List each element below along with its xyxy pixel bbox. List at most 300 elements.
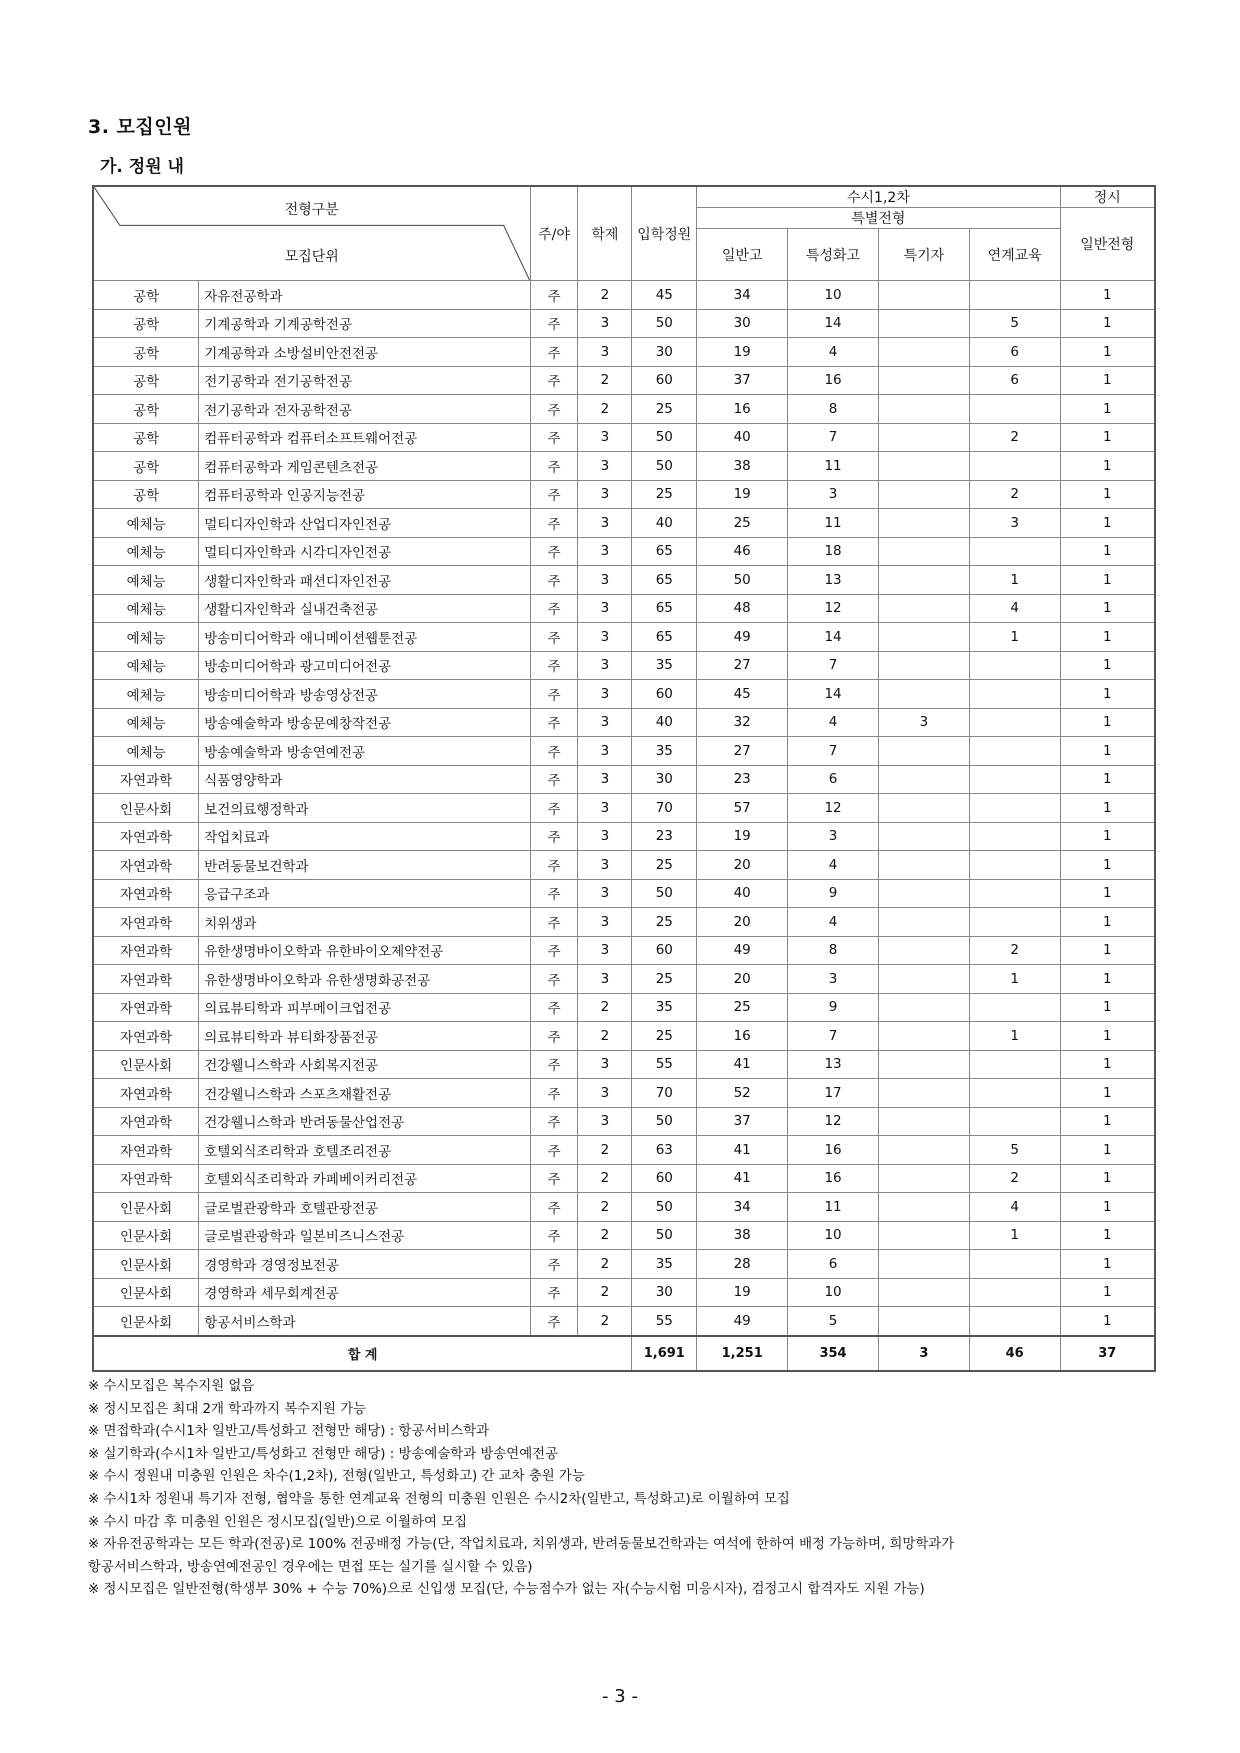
table-row xyxy=(93,623,1155,652)
cell-day-night: 주 xyxy=(530,366,578,395)
table-row xyxy=(93,737,1155,766)
cell-special-hs: 6 xyxy=(788,765,879,794)
note-line: ※ 정시모집은 최대 2개 학과까지 복수지원 가능 xyxy=(88,1401,367,1417)
cell-talent xyxy=(878,1079,969,1108)
cell-linked xyxy=(969,537,1060,566)
cell-general: 1 xyxy=(1060,1250,1155,1279)
note-line: 항공서비스학과, 방송연예전공인 경우에는 면접 또는 실기를 실시할 수 있음) xyxy=(88,1559,533,1575)
cell-field: 예체능 xyxy=(93,537,199,566)
table-row xyxy=(93,309,1155,338)
cell-special-hs: 14 xyxy=(788,680,879,709)
cell-general: 1 xyxy=(1060,366,1155,395)
cell-day-night: 주 xyxy=(530,509,578,538)
cell-day-night: 주 xyxy=(530,623,578,652)
table-row xyxy=(93,1278,1155,1307)
cell-years: 2 xyxy=(578,395,632,424)
cell-general: 1 xyxy=(1060,1193,1155,1222)
cell-quota: 65 xyxy=(632,594,697,623)
cell-department: 글로벌관광학과 호텔관광전공 xyxy=(199,1193,530,1222)
cell-years: 3 xyxy=(578,908,632,937)
cell-department: 건강웰니스학과 사회복지전공 xyxy=(199,1050,530,1079)
cell-linked xyxy=(969,822,1060,851)
cell-day-night: 주 xyxy=(530,1050,578,1079)
cell-general-hs: 34 xyxy=(697,1193,788,1222)
cell-linked xyxy=(969,651,1060,680)
cell-department: 작업치료과 xyxy=(199,822,530,851)
cell-years: 3 xyxy=(578,708,632,737)
header-jeongsi: 정시 xyxy=(1060,186,1155,208)
cell-department: 자유전공학과 xyxy=(199,281,530,310)
cell-linked xyxy=(969,1079,1060,1108)
cell-years: 2 xyxy=(578,281,632,310)
cell-quota: 23 xyxy=(632,822,697,851)
cell-field: 자연과학 xyxy=(93,851,199,880)
cell-special-hs: 16 xyxy=(788,366,879,395)
cell-day-night: 주 xyxy=(530,879,578,908)
cell-field: 자연과학 xyxy=(93,936,199,965)
cell-general: 1 xyxy=(1060,480,1155,509)
cell-general-hs: 27 xyxy=(697,651,788,680)
cell-talent xyxy=(878,1250,969,1279)
cell-talent xyxy=(878,993,969,1022)
cell-quota: 60 xyxy=(632,936,697,965)
cell-quota: 35 xyxy=(632,993,697,1022)
cell-department: 생활디자인학과 패션디자인전공 xyxy=(199,566,530,595)
cell-quota: 25 xyxy=(632,480,697,509)
cell-field: 인문사회 xyxy=(93,1307,199,1336)
cell-years: 3 xyxy=(578,737,632,766)
cell-quota: 25 xyxy=(632,1022,697,1051)
cell-general-hs: 30 xyxy=(697,309,788,338)
cell-field: 인문사회 xyxy=(93,1193,199,1222)
notes xyxy=(88,1376,954,1602)
cell-field: 인문사회 xyxy=(93,1221,199,1250)
table-row xyxy=(93,594,1155,623)
cell-years: 3 xyxy=(578,480,632,509)
cell-general-hs: 20 xyxy=(697,908,788,937)
cell-field: 자연과학 xyxy=(93,765,199,794)
cell-years: 3 xyxy=(578,765,632,794)
cell-department: 식품영양학과 xyxy=(199,765,530,794)
cell-day-night: 주 xyxy=(530,566,578,595)
cell-quota: 40 xyxy=(632,509,697,538)
cell-years: 2 xyxy=(578,1193,632,1222)
cell-talent xyxy=(878,509,969,538)
cell-general-hs: 41 xyxy=(697,1050,788,1079)
cell-talent xyxy=(878,1136,969,1165)
table-row xyxy=(93,566,1155,595)
cell-linked xyxy=(969,680,1060,709)
cell-general: 1 xyxy=(1060,1278,1155,1307)
cell-special-hs: 13 xyxy=(788,1050,879,1079)
cell-general-hs: 20 xyxy=(697,965,788,994)
cell-quota: 50 xyxy=(632,1107,697,1136)
cell-special-hs: 12 xyxy=(788,794,879,823)
cell-general-hs: 27 xyxy=(697,737,788,766)
table-row xyxy=(93,680,1155,709)
cell-talent xyxy=(878,566,969,595)
cell-department: 응급구조과 xyxy=(199,879,530,908)
cell-general-hs: 49 xyxy=(697,936,788,965)
cell-day-night: 주 xyxy=(530,423,578,452)
cell-general-hs: 19 xyxy=(697,338,788,367)
cell-general: 1 xyxy=(1060,1107,1155,1136)
cell-years: 2 xyxy=(578,1221,632,1250)
cell-field: 인문사회 xyxy=(93,1278,199,1307)
cell-special-hs: 11 xyxy=(788,509,879,538)
total-special-hs: 354 xyxy=(788,1336,879,1371)
cell-quota: 30 xyxy=(632,765,697,794)
cell-years: 2 xyxy=(578,1278,632,1307)
cell-field: 인문사회 xyxy=(93,1250,199,1279)
cell-department: 치위생과 xyxy=(199,908,530,937)
cell-general-hs: 52 xyxy=(697,1079,788,1108)
cell-linked xyxy=(969,1250,1060,1279)
cell-linked: 1 xyxy=(969,623,1060,652)
cell-linked xyxy=(969,908,1060,937)
cell-general: 1 xyxy=(1060,594,1155,623)
table-row xyxy=(93,1079,1155,1108)
cell-day-night: 주 xyxy=(530,822,578,851)
cell-linked: 1 xyxy=(969,1022,1060,1051)
cell-special-hs: 16 xyxy=(788,1164,879,1193)
cell-department: 경영학과 세무회계전공 xyxy=(199,1278,530,1307)
cell-talent xyxy=(878,1050,969,1079)
cell-quota: 25 xyxy=(632,851,697,880)
cell-general: 1 xyxy=(1060,1079,1155,1108)
table-row xyxy=(93,708,1155,737)
cell-talent xyxy=(878,822,969,851)
cell-years: 3 xyxy=(578,452,632,481)
cell-department: 유한생명바이오학과 유한바이오제약전공 xyxy=(199,936,530,965)
table-row xyxy=(93,452,1155,481)
cell-day-night: 주 xyxy=(530,1221,578,1250)
cell-department: 방송예술학과 방송문예창작전공 xyxy=(199,708,530,737)
note-line: ※ 자유전공학과는 모든 학과(전공)로 100% 전공배정 가능(단, 작업치료과, 치위생과, 반려동물보건학과는 여석에 한하여 배정 가능하며, 희망학과가 xyxy=(88,1537,955,1553)
cell-special-hs: 3 xyxy=(788,822,879,851)
cell-years: 3 xyxy=(578,309,632,338)
cell-general: 1 xyxy=(1060,680,1155,709)
cell-special-hs: 10 xyxy=(788,281,879,310)
cell-linked: 6 xyxy=(969,338,1060,367)
cell-day-night: 주 xyxy=(530,794,578,823)
cell-general: 1 xyxy=(1060,765,1155,794)
cell-years: 3 xyxy=(578,794,632,823)
cell-field: 예체능 xyxy=(93,708,199,737)
cell-quota: 50 xyxy=(632,1221,697,1250)
cell-general-hs: 32 xyxy=(697,708,788,737)
cell-department: 반려동물보건학과 xyxy=(199,851,530,880)
cell-general: 1 xyxy=(1060,651,1155,680)
note-line: ※ 수시1차 정원내 특기자 전형, 협약을 통한 연계교육 전형의 미충원 인원은 수시2차(일반고, 특성화고)로 이월하여 모집 xyxy=(88,1491,790,1507)
cell-talent xyxy=(878,737,969,766)
cell-talent xyxy=(878,936,969,965)
cell-linked xyxy=(969,1278,1060,1307)
cell-years: 3 xyxy=(578,1079,632,1108)
cell-field: 자연과학 xyxy=(93,1136,199,1165)
cell-field: 공학 xyxy=(93,366,199,395)
cell-day-night: 주 xyxy=(530,1079,578,1108)
page-number: - 3 - xyxy=(602,1686,638,1707)
table-body xyxy=(93,281,1155,1336)
cell-general: 1 xyxy=(1060,1307,1155,1336)
cell-special-hs: 7 xyxy=(788,423,879,452)
cell-department: 컴퓨터공학과 인공지능전공 xyxy=(199,480,530,509)
cell-field: 공학 xyxy=(93,480,199,509)
note-line: ※ 면접학과(수시1차 일반고/특성화고 전형만 해당) : 항공서비스학과 xyxy=(88,1424,490,1440)
cell-talent xyxy=(878,480,969,509)
table-row xyxy=(93,765,1155,794)
total-linked: 46 xyxy=(969,1336,1060,1371)
cell-general-hs: 25 xyxy=(697,509,788,538)
cell-general-hs: 19 xyxy=(697,822,788,851)
cell-day-night: 주 xyxy=(530,993,578,1022)
cell-years: 3 xyxy=(578,537,632,566)
cell-special-hs: 5 xyxy=(788,1307,879,1336)
cell-talent xyxy=(878,281,969,310)
cell-department: 건강웰니스학과 반려동물산업전공 xyxy=(199,1107,530,1136)
cell-quota: 25 xyxy=(632,908,697,937)
cell-talent xyxy=(878,537,969,566)
cell-special-hs: 16 xyxy=(788,1136,879,1165)
cell-special-hs: 7 xyxy=(788,651,879,680)
cell-day-night: 주 xyxy=(530,1164,578,1193)
table-row xyxy=(93,1107,1155,1136)
cell-general-hs: 38 xyxy=(697,452,788,481)
cell-field: 자연과학 xyxy=(93,879,199,908)
table-row xyxy=(93,1164,1155,1193)
cell-field: 예체능 xyxy=(93,680,199,709)
cell-talent xyxy=(878,1278,969,1307)
cell-quota: 35 xyxy=(632,1250,697,1279)
cell-special-hs: 7 xyxy=(788,1022,879,1051)
cell-department: 전기공학과 전기공학전공 xyxy=(199,366,530,395)
total-general: 37 xyxy=(1060,1336,1155,1371)
cell-day-night: 주 xyxy=(530,309,578,338)
cell-day-night: 주 xyxy=(530,965,578,994)
cell-talent xyxy=(878,908,969,937)
cell-day-night: 주 xyxy=(530,936,578,965)
cell-general: 1 xyxy=(1060,879,1155,908)
cell-general: 1 xyxy=(1060,537,1155,566)
cell-special-hs: 4 xyxy=(788,908,879,937)
cell-talent: 3 xyxy=(878,708,969,737)
table-row xyxy=(93,338,1155,367)
cell-general: 1 xyxy=(1060,908,1155,937)
cell-general-hs: 48 xyxy=(697,594,788,623)
cell-general: 1 xyxy=(1060,708,1155,737)
cell-day-night: 주 xyxy=(530,708,578,737)
cell-special-hs: 11 xyxy=(788,452,879,481)
cell-field: 자연과학 xyxy=(93,908,199,937)
header-unit-label: 모집단위 xyxy=(284,249,339,265)
cell-day-night: 주 xyxy=(530,851,578,880)
cell-linked xyxy=(969,993,1060,1022)
cell-field: 공학 xyxy=(93,452,199,481)
cell-department: 글로벌관광학과 일본비즈니스전공 xyxy=(199,1221,530,1250)
cell-field: 공학 xyxy=(93,338,199,367)
cell-talent xyxy=(878,1307,969,1336)
note-line: ※ 정시모집은 일반전형(학생부 30% + 수능 70%)으로 신입생 모집(단, 수능점수가 없는 자(수능시험 미응시자), 검정고시 합격자도 지원 가능) xyxy=(88,1582,925,1598)
header-special: 특별전형 xyxy=(697,208,1060,229)
cell-talent xyxy=(878,594,969,623)
cell-field: 예체능 xyxy=(93,623,199,652)
cell-talent xyxy=(878,879,969,908)
cell-linked: 4 xyxy=(969,1193,1060,1222)
cell-linked xyxy=(969,765,1060,794)
header-diagonal-cell xyxy=(93,186,530,281)
note-line: ※ 수시 정원내 미충원 인원은 차수(1,2차), 전형(일반고, 특성화고) 간 교차 충원 가능 xyxy=(88,1469,585,1485)
cell-talent xyxy=(878,680,969,709)
cell-years: 3 xyxy=(578,594,632,623)
cell-day-night: 주 xyxy=(530,908,578,937)
cell-general-hs: 40 xyxy=(697,879,788,908)
table-row xyxy=(93,879,1155,908)
cell-department: 멀티디자인학과 산업디자인전공 xyxy=(199,509,530,538)
header-general: 일반전형 xyxy=(1060,208,1155,281)
cell-department: 멀티디자인학과 시각디자인전공 xyxy=(199,537,530,566)
cell-day-night: 주 xyxy=(530,1022,578,1051)
cell-quota: 30 xyxy=(632,338,697,367)
cell-general-hs: 20 xyxy=(697,851,788,880)
subsection-heading: 가. 정원 내 xyxy=(100,157,184,177)
note-line: ※ 실기학과(수시1차 일반고/특성화고 전형만 해당) : 방송예술학과 방송연예전공 xyxy=(88,1446,558,1462)
cell-quota: 65 xyxy=(632,566,697,595)
table-row xyxy=(93,851,1155,880)
cell-special-hs: 14 xyxy=(788,309,879,338)
cell-talent xyxy=(878,1164,969,1193)
cell-linked xyxy=(969,452,1060,481)
cell-general-hs: 50 xyxy=(697,566,788,595)
quota-table xyxy=(92,185,1156,1372)
cell-years: 3 xyxy=(578,965,632,994)
cell-linked xyxy=(969,737,1060,766)
total-quota: 1,691 xyxy=(632,1336,697,1371)
total-talent: 3 xyxy=(878,1336,969,1371)
cell-special-hs: 8 xyxy=(788,395,879,424)
cell-department: 경영학과 경영정보전공 xyxy=(199,1250,530,1279)
cell-day-night: 주 xyxy=(530,737,578,766)
cell-quota: 50 xyxy=(632,879,697,908)
cell-general-hs: 25 xyxy=(697,993,788,1022)
header-day-night: 주/야 xyxy=(530,186,578,281)
cell-department: 방송미디어학과 애니메이션웹툰전공 xyxy=(199,623,530,652)
cell-talent xyxy=(878,623,969,652)
cell-day-night: 주 xyxy=(530,651,578,680)
cell-field: 공학 xyxy=(93,309,199,338)
table-row xyxy=(93,395,1155,424)
cell-field: 자연과학 xyxy=(93,822,199,851)
cell-general: 1 xyxy=(1060,1050,1155,1079)
cell-years: 2 xyxy=(578,993,632,1022)
cell-talent xyxy=(878,309,969,338)
cell-talent xyxy=(878,765,969,794)
cell-years: 2 xyxy=(578,1136,632,1165)
cell-quota: 50 xyxy=(632,452,697,481)
cell-field: 예체능 xyxy=(93,737,199,766)
note-line: ※ 수시 마감 후 미충원 인원은 정시모집(일반)으로 이월하여 모집 xyxy=(88,1514,468,1530)
cell-field: 자연과학 xyxy=(93,965,199,994)
cell-field: 자연과학 xyxy=(93,1022,199,1051)
cell-general-hs: 19 xyxy=(697,1278,788,1307)
cell-general: 1 xyxy=(1060,1164,1155,1193)
cell-years: 3 xyxy=(578,509,632,538)
cell-years: 3 xyxy=(578,680,632,709)
cell-day-night: 주 xyxy=(530,1250,578,1279)
cell-field: 공학 xyxy=(93,281,199,310)
cell-talent xyxy=(878,1022,969,1051)
cell-linked xyxy=(969,1050,1060,1079)
cell-general-hs: 16 xyxy=(697,395,788,424)
cell-department: 방송미디어학과 방송영상전공 xyxy=(199,680,530,709)
cell-day-night: 주 xyxy=(530,1193,578,1222)
table-row xyxy=(93,794,1155,823)
cell-talent xyxy=(878,395,969,424)
cell-department: 컴퓨터공학과 컴퓨터소프트웨어전공 xyxy=(199,423,530,452)
cell-special-hs: 12 xyxy=(788,594,879,623)
cell-years: 2 xyxy=(578,1250,632,1279)
cell-linked xyxy=(969,794,1060,823)
cell-field: 인문사회 xyxy=(93,1050,199,1079)
cell-department: 호텔외식조리학과 카페베이커리전공 xyxy=(199,1164,530,1193)
cell-special-hs: 13 xyxy=(788,566,879,595)
section-heading: 3. 모집인원 xyxy=(88,116,192,138)
cell-talent xyxy=(878,366,969,395)
cell-quota: 50 xyxy=(632,423,697,452)
cell-special-hs: 18 xyxy=(788,537,879,566)
cell-department: 항공서비스학과 xyxy=(199,1307,530,1336)
cell-years: 3 xyxy=(578,623,632,652)
cell-years: 3 xyxy=(578,822,632,851)
cell-linked: 5 xyxy=(969,1136,1060,1165)
cell-general: 1 xyxy=(1060,509,1155,538)
cell-quota: 35 xyxy=(632,651,697,680)
cell-field: 자연과학 xyxy=(93,1079,199,1108)
header-years: 학제 xyxy=(578,186,632,281)
cell-talent xyxy=(878,851,969,880)
total-label: 합 계 xyxy=(93,1336,632,1371)
cell-years: 3 xyxy=(578,1107,632,1136)
cell-special-hs: 10 xyxy=(788,1221,879,1250)
cell-special-hs: 10 xyxy=(788,1278,879,1307)
cell-linked: 1 xyxy=(969,965,1060,994)
table-row xyxy=(93,281,1155,310)
cell-department: 유한생명바이오학과 유한생명화공전공 xyxy=(199,965,530,994)
cell-general: 1 xyxy=(1060,794,1155,823)
cell-quota: 70 xyxy=(632,1079,697,1108)
table-row xyxy=(93,651,1155,680)
cell-day-night: 주 xyxy=(530,1107,578,1136)
cell-day-night: 주 xyxy=(530,338,578,367)
header-linked: 연계교육 xyxy=(969,229,1060,281)
cell-general-hs: 57 xyxy=(697,794,788,823)
cell-talent xyxy=(878,965,969,994)
header-type-label: 전형구분 xyxy=(284,202,339,218)
cell-quota: 70 xyxy=(632,794,697,823)
cell-day-night: 주 xyxy=(530,594,578,623)
cell-quota: 25 xyxy=(632,965,697,994)
cell-years: 3 xyxy=(578,338,632,367)
table-row xyxy=(93,1022,1155,1051)
cell-years: 3 xyxy=(578,879,632,908)
cell-general: 1 xyxy=(1060,993,1155,1022)
cell-field: 자연과학 xyxy=(93,1164,199,1193)
cell-linked xyxy=(969,879,1060,908)
cell-special-hs: 9 xyxy=(788,879,879,908)
cell-department: 전기공학과 전자공학전공 xyxy=(199,395,530,424)
cell-quota: 55 xyxy=(632,1307,697,1336)
cell-years: 2 xyxy=(578,1022,632,1051)
